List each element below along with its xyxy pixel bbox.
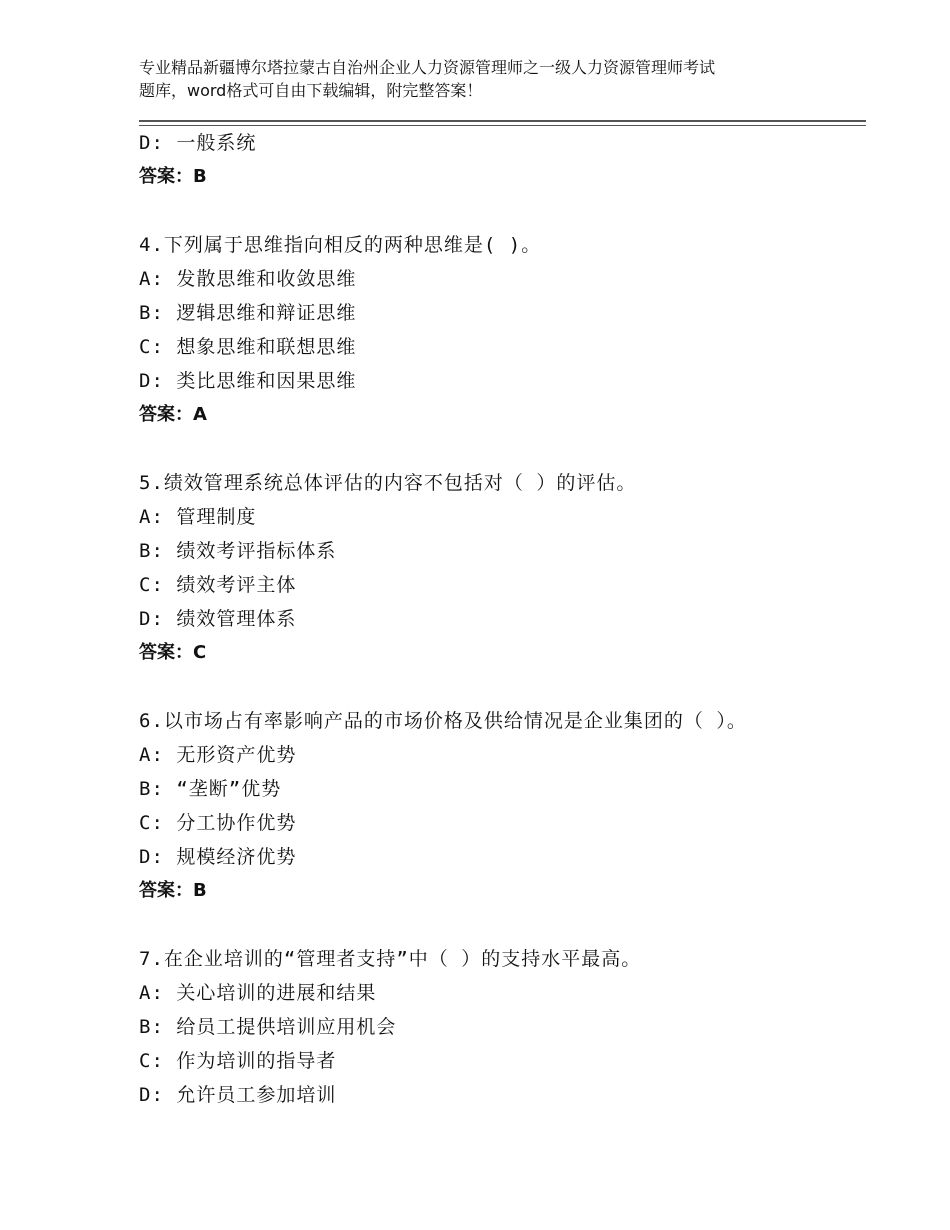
header-line-2: 题库，word格式可自由下载编辑，附完整答案！ [139,81,483,100]
option-d: D: 允许员工参加培训 [139,1084,337,1106]
option-b: B: 给员工提供培训应用机会 [139,1016,397,1038]
question-block [139,228,866,432]
option-b: B: 逻辑思维和辩证思维 [139,302,357,324]
option-a: A: 发散思维和收敛思维 [139,268,357,290]
option-d: D: 类比思维和因果思维 [139,370,357,392]
question-spacer [139,670,866,704]
option-c: C: 分工协作优势 [139,812,297,834]
option-c: C: 想象思维和联想思维 [139,336,357,358]
question-block [139,466,866,670]
question-block [139,704,866,908]
question-spacer [139,194,866,228]
question-block [139,942,866,1112]
option-d: D: 绩效管理体系 [139,608,297,630]
option-c: C: 绩效考评主体 [139,574,297,596]
question-stem: 7.在企业培训的“管理者支持”中（ ）的支持水平最高。 [139,948,642,970]
option-a: A: 关心培训的进展和结果 [139,982,377,1004]
option-a: A: 管理制度 [139,506,257,528]
question-spacer [139,908,866,942]
option-d: D: 规模经济优势 [139,846,297,868]
option-c: C: 作为培训的指导者 [139,1050,337,1072]
header-line-1: 专业精品新疆博尔塔拉蒙古自治州企业人力资源管理师之一级人力资源管理师考试 [139,58,716,77]
option-b: B: “垄断”优势 [139,778,282,800]
question-list [139,124,866,1112]
question-stem: 4.下列属于思维指向相反的两种思维是( )。 [139,234,542,256]
question-stem: 6.以市场占有率影响产品的市场价格及供给情况是企业集团的（ ）。 [139,710,747,732]
answer-line: 答案：B [139,166,207,187]
option-a: A: 无形资产优势 [139,744,297,766]
answer-line: 答案：C [139,642,207,663]
question-spacer [139,432,866,466]
answer-line: 答案：B [139,880,207,901]
question-stem: 5.绩效管理系统总体评估的内容不包括对（ ）的评估。 [139,472,637,494]
header-divider-thick [139,120,866,122]
question-block [139,126,866,194]
document-header [139,56,839,102]
answer-line: 答案：A [139,404,207,425]
option-b: B: 绩效考评指标体系 [139,540,337,562]
option-d: D: 一般系统 [139,132,257,154]
